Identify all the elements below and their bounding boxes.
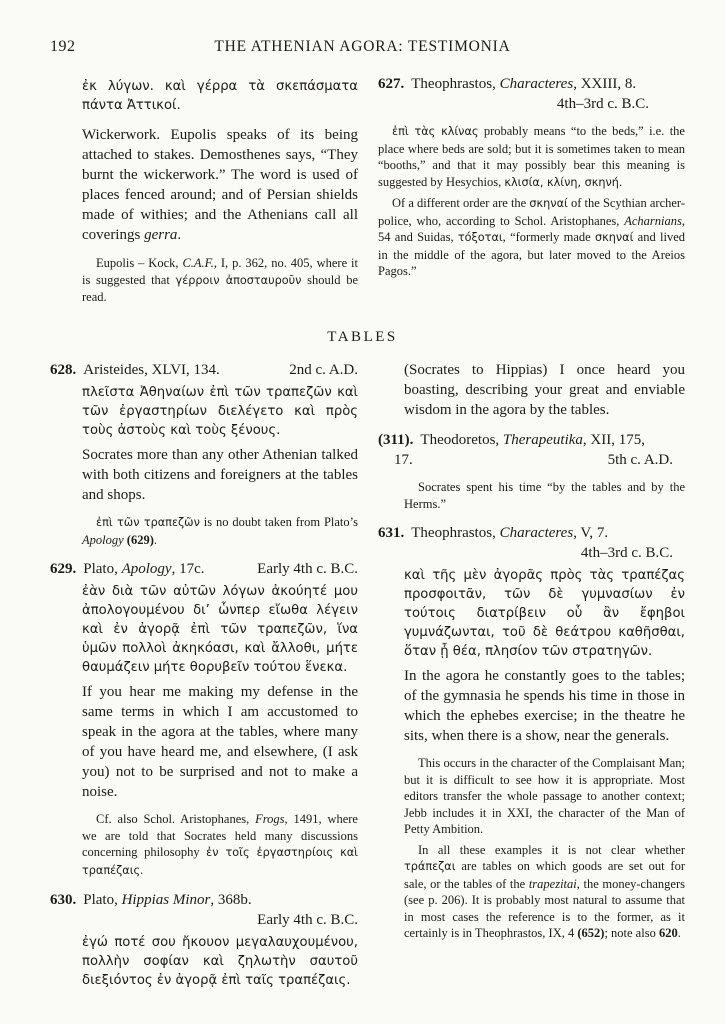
entry-source: Plato, Apology, 17c. [83, 561, 205, 577]
commentary-note: ἐπὶ τὰς κλίνας probably means “to the beds,” i.e. the place where beds are sold; but it is sometimes taken to mean “booths,” and that it may possibly bear this meaning is suggested by Hesychios, κλισία, κλίνη, σκηνή. [378, 124, 685, 189]
entry-source: Theophrastos, Characteres, XXIII, 8. [411, 76, 637, 92]
greek-quote: ἐὰν διὰ τῶν αὐτῶν λόγων ἀκούητέ μου ἀπολογουμένου δι’ ὧνπερ εἴωθα λέγειν καὶ ἐν ἀγορᾷ ἐπὶ τῶν τραπεζῶν, ἵνα ὑμῶν πολλοὶ ἀκηκόασι, καὶ ἄλλοθι, μήτε θαυμάζειν μήτε θορυβεῖν τούτου ἕνεκα. [82, 584, 358, 675]
entry-number: 627. [378, 76, 405, 92]
commentary-note: Socrates spent his time “by the tables and by the Herms.” [404, 480, 685, 511]
entry-date: 4th–3rd c. B.C. [556, 96, 649, 112]
page-number: 192 [50, 38, 76, 55]
translation-entry-630: (Socrates to Hippias) I once heard you boasting, describing your great and enviable wisdom in the agora by the tables. [404, 362, 685, 418]
entry-date: 2nd c. A.D. [289, 362, 358, 378]
entry-630-heading [50, 890, 358, 910]
entry-627 [378, 74, 685, 280]
entry-date: 4th–3rd c. B.C. [580, 545, 673, 561]
entry-source: Theodoretos, Therapeutika, XII, 175, [420, 432, 645, 448]
running-title: THE ATHENIAN AGORA: TESTIMONIA [214, 38, 511, 55]
translation: In the agora he constantly goes to the tables; of the gymnasia he spends his time in those in which the ephebes exercise; in the theatre he sits, when there is a show, near the generals. [404, 668, 685, 744]
left-column-top [50, 74, 358, 308]
entry-source: Plato, Hippias Minor, 368b. [83, 892, 252, 908]
entry-date: 5th c. A.D. [607, 452, 673, 468]
section-heading-tables: TABLES [327, 329, 398, 345]
commentary-note: ἐπὶ τῶν τραπεζῶν is no doubt taken from Plato’s Apology (629). [82, 515, 358, 547]
entry-627-heading [378, 74, 685, 94]
entry-number: 630. [50, 892, 77, 908]
translation: Wickerwork. Eupolis speaks of its being attached to stakes. Demosthenes says, “They burnt the wickerwork.” The word is used of places fenced around; and of Persian shields made of withies; and the Athenians call all coverings gerra. [82, 127, 358, 243]
entry-631 [378, 523, 685, 942]
greek-quote: ἐγώ ποτέ σου ἤκουον μεγαλαυχουμένου, πολλὴν σοφίαν καὶ ζηλωτὴν σαυτοῦ διεξιόντος ἐν ἀγορᾷ ἐπὶ ταῖς τραπέζαις. [82, 935, 358, 988]
commentary-note: In all these examples it is not clear whether τράπεζαι are tables on which goods are set out for sale, or the tables of the trapezitai, the money-changers (see p. 206). It is probably most natural to assume that in most cases the reference is to the former, as it certainly is in Theophrastos, IX, 4 (652); note also 620. [404, 842, 685, 940]
entry-628-heading [50, 360, 358, 380]
entry-630 [50, 890, 358, 990]
commentary-note: Of a different order are the σκηναί of the Scythian archer-police, who, according to Schol. Aristophanes, Acharnians, 54 and Suidas, τόξοται, “formerly made σκηναί and lived in the middle of the agora, but later moved to the Areios Pagos.” [378, 196, 686, 278]
translation: Socrates more than any other Athenian talked with both citizens and foreigners at the tables and shops. [82, 447, 358, 503]
entry-311 [378, 430, 685, 512]
entry-source: Theophrastos, Characteres, V, 7. [411, 525, 609, 541]
entry-628 [50, 360, 358, 548]
greek-quote: καὶ τῆς μὲν ἀγορᾶς πρὸς τὰς τραπέζας προσφοιτᾶν, τῶν δὲ γυμνασίων ἐν τούτοις διατρίβειν οὗ ἂν ἔφηβοι γυμνάζωνται, τοῦ δὲ θεάτρου καθῆσθαι, ὅταν ᾖ θέα, πλησίον τῶν στρατηγῶν. [404, 568, 685, 659]
entry-629-heading [50, 559, 358, 579]
entry-number: 631. [378, 525, 405, 541]
entry-629 [50, 559, 358, 879]
commentary-note: Cf. also Schol. Aristophanes, Frogs, 1491, where we are told that Socrates held many discussions concerning philosophy ἐν τοῖς ἐργαστηρίοις καὶ τραπέζαις. [82, 812, 358, 877]
right-column-bottom [378, 360, 685, 953]
left-column-bottom [50, 360, 358, 1001]
commentary-note: Eupolis – Kock, C.A.F., I, p. 362, no. 405, where it is suggested that γέρροιν ἀποσταυροῦν should be read. [82, 256, 358, 304]
right-column-top [378, 74, 685, 291]
entry-source: Aristeides, XLVI, 134. [83, 362, 220, 378]
entry-311-heading-line2 [378, 450, 685, 470]
entry-631-heading [378, 523, 685, 543]
greek-quote: πλεῖστα Ἀθηναίων ἐπὶ τῶν τραπεζῶν καὶ τῶν ἐργαστηρίων διελέγετο καὶ πρὸς τοὺς ἀστοὺς καὶ τοὺς ξένους. [82, 385, 358, 438]
commentary-note: This occurs in the character of the Complaisant Man; but it is difficult to see how it is appropriate. Most editors transfer the whole passage to another context; Jebb includes it in XXI, the character of the Man of Petty Ambition. [404, 756, 685, 836]
entry-source-continuation: 17. [394, 452, 413, 468]
entry-311-heading [378, 430, 685, 450]
entry-date: Early 4th c. B.C. [257, 561, 358, 577]
entry-date: Early 4th c. B.C. [257, 912, 358, 928]
entry-number: 628. [50, 362, 77, 378]
entry-number: 629. [50, 561, 77, 577]
entry-number: (311). [378, 432, 414, 448]
translation: If you hear me making my defense in the same terms in which I am accustomed to speak in the agora at the tables, where many of you have heard me, and elsewhere, (I ask you) not to be surprised and not to make a noise. [82, 684, 358, 800]
greek-quote: ἐκ λύγων. καὶ γέρρα τὰ σκεπάσματα πάντα Ἀττικοί. [82, 79, 358, 113]
